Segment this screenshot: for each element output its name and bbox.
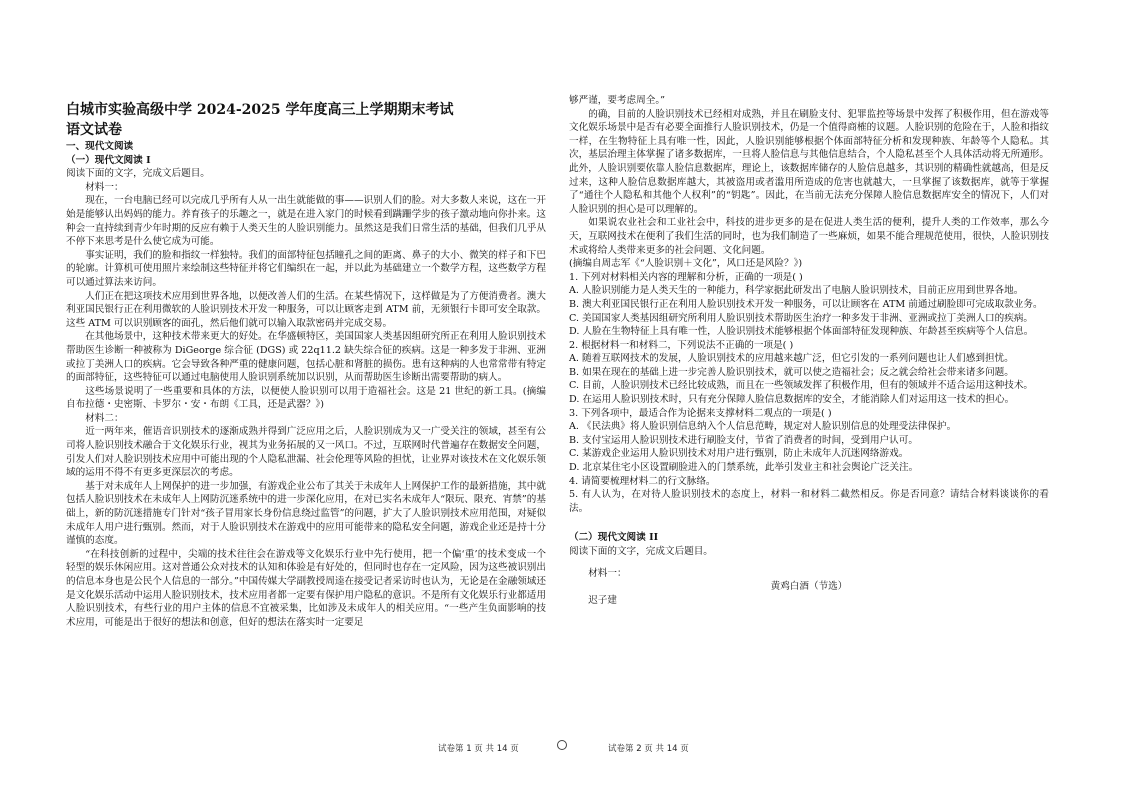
option: D. 北京某住宅小区设置刷脸进入的门禁系统，此举引发业主和社会舆论广泛关注。 — [569, 462, 919, 474]
subsection-heading: （一）现代文阅读 I — [66, 154, 151, 166]
paragraph: “在科技创新的过程中，尖端的技术往往会在游戏等文化娱乐行业中先行使用，把一个偏‘重’的技术变成一个轻型的娱乐休闲应用。这对普通公众对技术的认知和体验是有好处的，但同时也存在一定风险，因为这些被识别出的信息本身也是公民个人信息的一部分。”中国传媒大学副教授周逵在接受记者采访时也认为，无论是在金融领域还是文化娱乐活动中运用人脸识别技术，技术应用者都一定要有保护用户隐私的意识。不是所有文化娱乐行业都适用人脸识别技术，有些行业的用户主体的信息不宜被采集，比如涉及未成年人的相关应用。“一些产生负面影响的技术应用，可能是出于很好的想法和创意，但好的想法在落实时一定要足 — [66, 548, 546, 628]
right-column — [569, 94, 1049, 607]
option: C. 美国国家人类基因组研究所利用人脸识别技术帮助医生治疗一种多发于非洲、亚洲或拉丁美洲人口的疾病。 — [569, 312, 1034, 324]
section-heading: 一、现代文阅读 — [66, 141, 134, 152]
story-title: 黄鸡白酒（节选） — [770, 581, 848, 593]
question-4: 4. 请简要梳理材料二的行文脉络。 — [569, 475, 716, 487]
paragraph: 事实证明，我们的脸和指纹一样独特。我们的面部特征包括瞳孔之间的距离、鼻子的大小、微笑的样子和下巴的轮廓。计算机可使用照片来绘制这些特征并将它们编织在一起，并以此为基础建立一个数学方程，这些数学方程可以通过算法来访问。 — [66, 249, 546, 288]
paragraph: 如果说农业社会和工业社会中，科技的进步更多的是在促进人类生活的便利，提升人类的工作效率，那么今天，互联网技术在便利了我们生活的同时，也为我们制造了一些麻烦，如果不能合理规范使用，很快，人脸识别技术或将给人类带来更多的社会问题、文化问题。 — [569, 217, 1049, 256]
paragraph: 这些场景说明了一些重要和具体的方法，以便使人脸识别可以用于造福社会。这是 21 世纪的新工具。(摘编自布拉德・史密斯、卡罗尔・安・布朗《工具，还是武器？》) — [66, 385, 546, 411]
page-footer-right: 试卷第 2 页 共 14 页 — [608, 744, 689, 754]
paragraph: 的确，目前的人脸识别技术已经相对成熟，并且在刷脸支付、犯罪监控等场景中发挥了积极作用，但在游戏等文化娱乐场景中是否有必要全面推行人脸识别技术，仍是一个值得商榷的议题。人脸识别的危险在于，人脸和指纹一样，在生物特征上具有唯一性，因此，人脸识别能够根据个体面部特征分析和发现种族、年龄等个人隐私。其次，基层治理主体掌握了诸多数据库，一旦将人脸信息与其他信息结合，个人隐私甚至个人具体活动将无所遁形。此外，人脸识别要依靠人脸信息数据库，理论上，该数据库储存的人脸信息越多，其识别的精确性就越高，但是反过来，这种人脸信息数据库越大，其被盗用或者滥用所造成的危害也就越大，一旦掌握了该数据库，就等于掌握了“通往个人隐私和其他个人权利”的“钥匙”。因此，在当前无法充分保障人脸信息数据库安全的情况下，人们对人脸识别的担心是可以理解的。 — [569, 108, 1049, 215]
author: 迟子建 — [588, 594, 617, 606]
material-label: 材料一： — [588, 567, 627, 579]
exam-subtitle: 语文试卷 — [66, 122, 122, 138]
material-label: 材料一： — [85, 181, 124, 193]
paragraph: 基于对未成年人上网保护的进一步加强，有游戏企业公布了其关于未成年人上网保护工作的最新措施，其中就包括人脸识别技术在未成年人上网防沉迷系统中的进一步深化应用，在对已实名未成年人“限玩、限充、宵禁”的基础上，新的防沉迷措施专门针对“孩子冒用家长身份信息绕过监管”的问题，扩大了人脸识别技术应用范围，对疑似未成年人用户进行甄别。然而，对于人脸识别技术在游戏中的应用可能带来的隐私安全问题，游戏企业还是持十分谨慎的态度。 — [66, 480, 546, 547]
option: C. 目前，人脸识别技术已经比较成熟，而且在一些领域发挥了积极作用，但有的领域并不适合运用这种技术。 — [569, 380, 1034, 392]
subsection-heading: （二）现代文阅读 II — [569, 532, 659, 544]
question-3: 3. 下列各项中，最适合作为论据来支撑材料二观点的一项是( ) — [569, 407, 832, 419]
option: A. 人脸识别能力是人类天生的一种能力，科学家据此研发出了电脑人脸识别技术，目前正应用到世界各地。 — [569, 285, 1024, 297]
paragraph: 在其他场景中，这种技术带来更大的好处。在华盛顿特区，美国国家人类基因组研究所正在利用人脸识别技术帮助医生诊断一种被称为 DiGeorge 综合征 (DGS) 或 22q11.2 缺失综合征的疾病。这是一种多发于非洲、亚洲或拉丁美洲人口的疾病。它会导致各种严重的健康问题，包括心脏和肾脏的损伤。患有这种病的人也常常带有特定的面部特征，这些特征可以通过电脑使用人脸识别系统加以识别，从而帮助医生诊断出需要帮助的病人。 — [66, 331, 546, 384]
spacer — [569, 523, 1049, 531]
left-column — [66, 100, 546, 629]
spacer — [569, 559, 1049, 567]
option: A. 《民法典》将人脸识别信息纳入个人信息范畴，规定对人脸识别信息的处理受法律保护。 — [569, 421, 957, 433]
spacer — [569, 515, 1049, 523]
option: A. 随着互联网技术的发展，人脸识别技术的应用越来越广泛，但它引发的一系列问题也让人们感到担忧。 — [569, 353, 1014, 365]
option: D. 人脸在生物特征上具有唯一性，人脸识别技术能够根据个体面部特征发现种族、年龄甚至疾病等个人信息。 — [569, 326, 1034, 338]
paragraph: 够严谨，要考虑周全。” — [569, 95, 666, 106]
paragraph: 近一两年来，催语音识别技术的逐渐成熟并得到广泛应用之后，人脸识别成为又一广受关注的领域，甚至有公司将人脸识别技术融合于文化娱乐行业，视其为业务拓展的又一风口。不过，互联网时代普遍存在数据安全问题，引发人们对人脸识别技术应用中可能出现的个人隐私泄漏、社会伦理等风险的担忧，让业界对该技术在文化娱乐领域的运用不得不有更多更深层次的考虑。 — [66, 426, 546, 479]
option: C. 某游戏企业运用人脸识别技术对用户进行甄别，防止未成年人沉迷网络游戏。 — [569, 448, 909, 460]
paragraph: 人们正在把这项技术应用到世界各地，以便改善人们的生活。在某些情况下，这样做是为了方便消费者。澳大利亚国民银行正在利用微软的人脸识别技术开发一种服务，可以让顾客走到 ATM 前，无须银行卡即可安全取款。这些 ATM 可以识别顾客的面孔，然后他们就可以输入取款密码并完成交易。 — [66, 290, 546, 329]
option: B. 如果在现在的基础上进一步完善人脸识别技术，就可以使之造福社会；反之就会给社会带来诸多问题。 — [569, 366, 1014, 378]
instruction: 阅读下面的文字，完成文后题目。 — [569, 546, 713, 557]
source-citation: (摘编自周志军《“人脸识别＋文化”，风口还是风险？》) — [569, 258, 803, 270]
question-1: 1. 下列对材料相关内容的理解和分析，正确的一项是( ) — [569, 271, 803, 283]
page-footer-left: 试卷第 1 页 共 14 页 — [438, 744, 519, 754]
question-2: 2. 根据材料一和材料二，下列说法不正确的一项是( ) — [569, 339, 794, 351]
instruction: 阅读下面的文字，完成文后题目。 — [66, 168, 210, 180]
question-5: 5. 有人认为，在对待人脸识别技术的态度上，材料一和材料二截然相反。你是否同意？请结合材料谈谈你的看法。 — [569, 489, 1049, 514]
option: B. 澳大利亚国民银行正在利用人脸识别技术开发一种服务，可以让顾客在 ATM 前通过刷脸即可完成取款业务。 — [569, 298, 1043, 310]
paragraph: 现在，一台电脑已经可以完成几乎所有人从一出生就能做的事——识别人们的脸。对大多数人来说，这在一开始是能够认出妈妈的能力。养育孩子的乐趣之一，就是在进入家门的时候看到蹒跚学步的孩子激动地向你扑来。这种会一直持续到青少年时期的反应有赖于人类天生的人脸识别能力。虽然这是我们日常生活的基础，但我们几乎从不停下来思考是什么使它成为可能。 — [66, 195, 546, 248]
option: D. 在运用人脸识别技术时，只有充分保障人脸信息数据库的安全，才能消除人们对运用这一技术的担心。 — [569, 394, 1015, 406]
exam-title: 白城市实验高级中学 2024-2025 学年度高三上学期期末考试 — [66, 102, 454, 118]
binding-circle-icon — [557, 740, 567, 750]
material-label: 材料二： — [85, 412, 124, 424]
option: B. 支付宝运用人脸识别技术进行刷脸支付，节省了消费者的时间，受到用户认可。 — [569, 434, 918, 446]
